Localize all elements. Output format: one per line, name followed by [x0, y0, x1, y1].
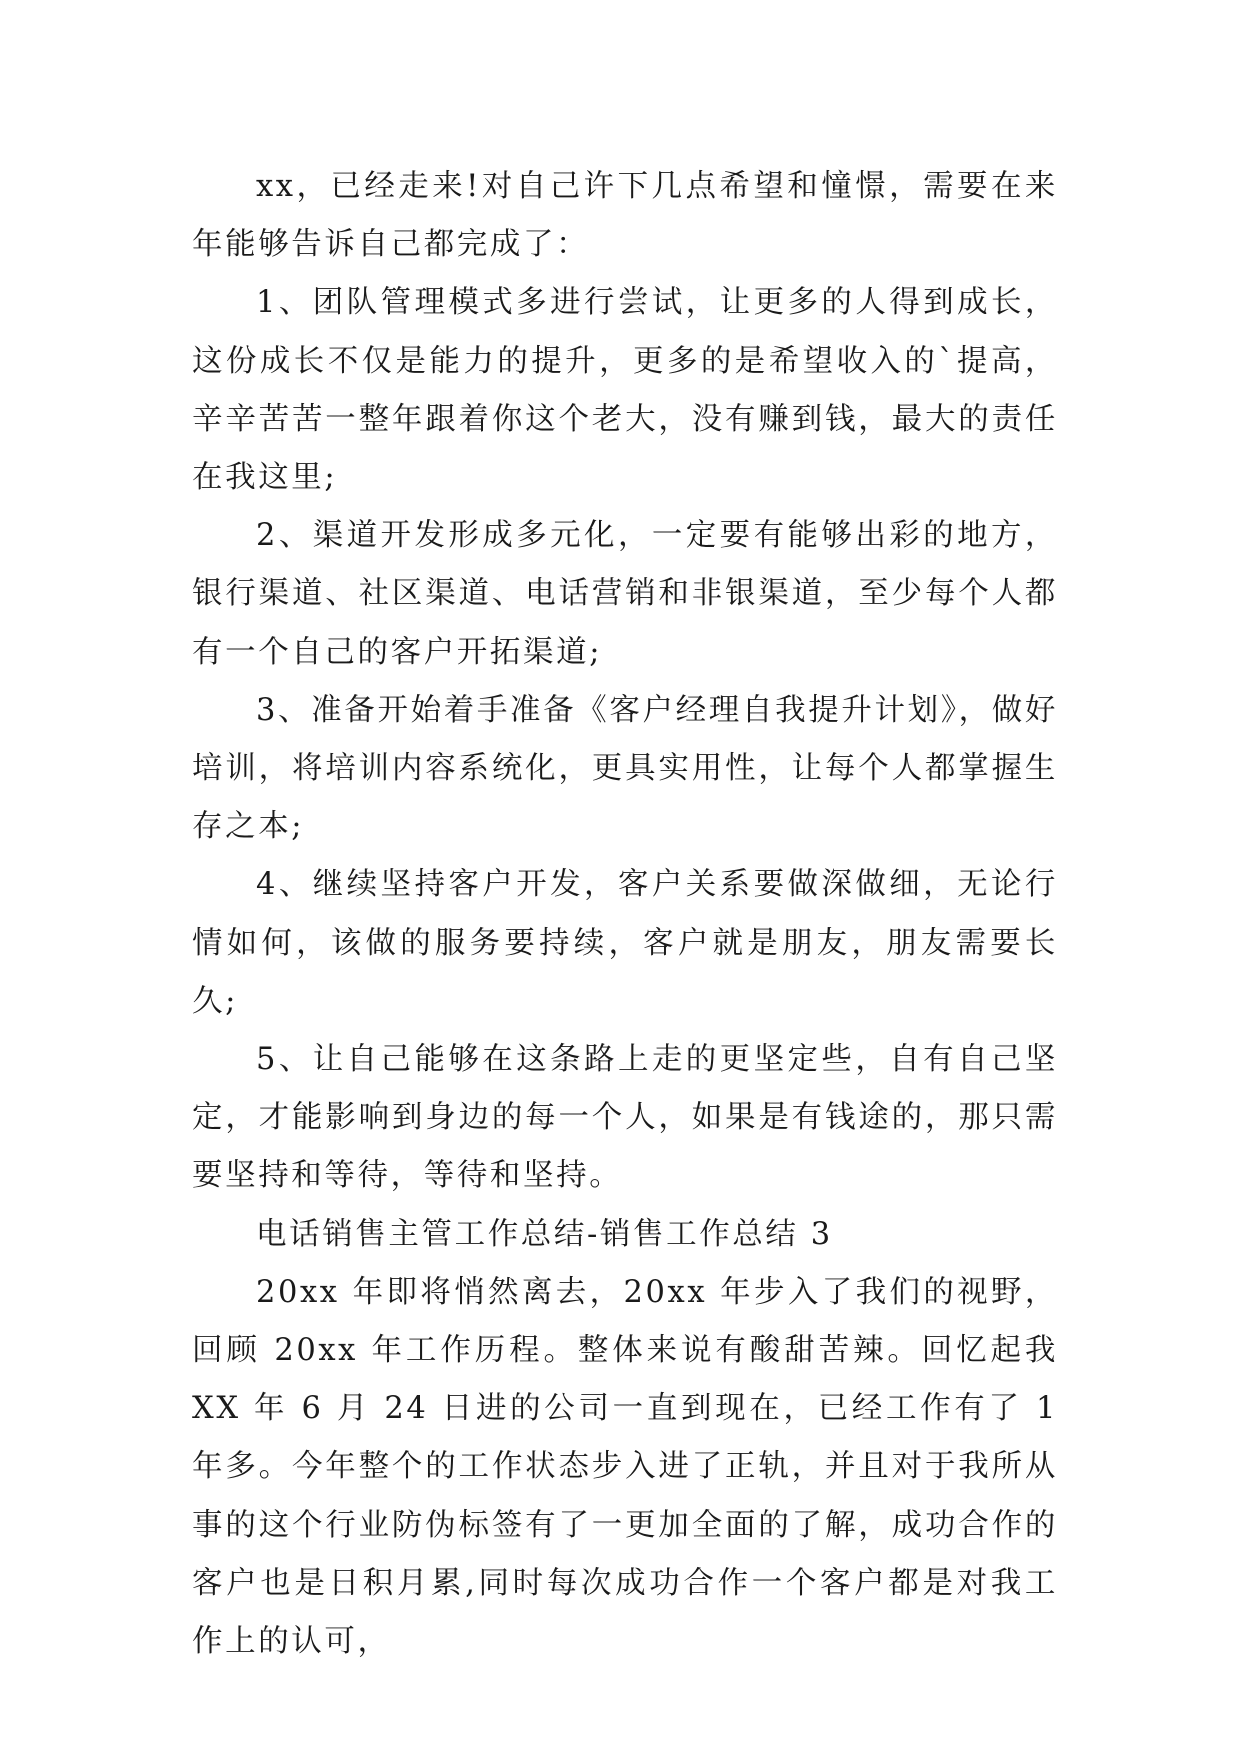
paragraph-item-2: 2、渠道开发形成多元化，一定要有能够出彩的地方，银行渠道、社区渠道、电话营销和非银渠道，至少每个人都有一个自己的客户开拓渠道; — [192, 518, 1058, 670]
document-body — [192, 158, 1058, 1671]
paragraph-item-1: 1、团队管理模式多进行尝试，让更多的人得到成长，这份成长不仅是能力的提升，更多的是希望收入的`提高，辛辛苦苦一整年跟着你这个老大，没有赚到钱，最大的责任在我这里; — [192, 285, 1058, 496]
paragraph-item-5: 5、让自己能够在这条路上走的更坚定些，自有自己坚定，才能影响到身边的每一个人，如果是有钱途的，那只需要坚持和等待，等待和坚持。 — [192, 1042, 1058, 1194]
section-heading: 电话销售主管工作总结-销售工作总结 3 — [256, 1216, 833, 1252]
paragraph-item-3: 3、准备开始着手准备《客户经理自我提升计划》，做好培训，将培训内容系统化，更具实用性，让每个人都掌握生存之本; — [192, 692, 1058, 845]
paragraph-summary: 20xx 年即将悄然离去，20xx 年步入了我们的视野，回顾 20xx 年工作历程。整体来说有酸甜苦辣。回忆起我 XX 年 6 月 24 日进的公司一直到现在，已经工作有了 1 年多。今年整个的工作状态步入进了正轨，并且对于我所从事的这个行业防伪标签有了一更加全面的了解，成功合作的客户也是日积月累,同时每次成功合作一个客户都是对我工作上的认可， — [192, 1274, 1058, 1660]
paragraph-item-4: 4、继续坚持客户开发，客户关系要做深做细，无论行情如何，该做的服务要持续，客户就是朋友，朋友需要长久; — [192, 867, 1058, 1019]
paragraph-intro: xx，已经走来!对自己许下几点希望和憧憬，需要在来年能够告诉自己都完成了： — [192, 169, 1058, 263]
